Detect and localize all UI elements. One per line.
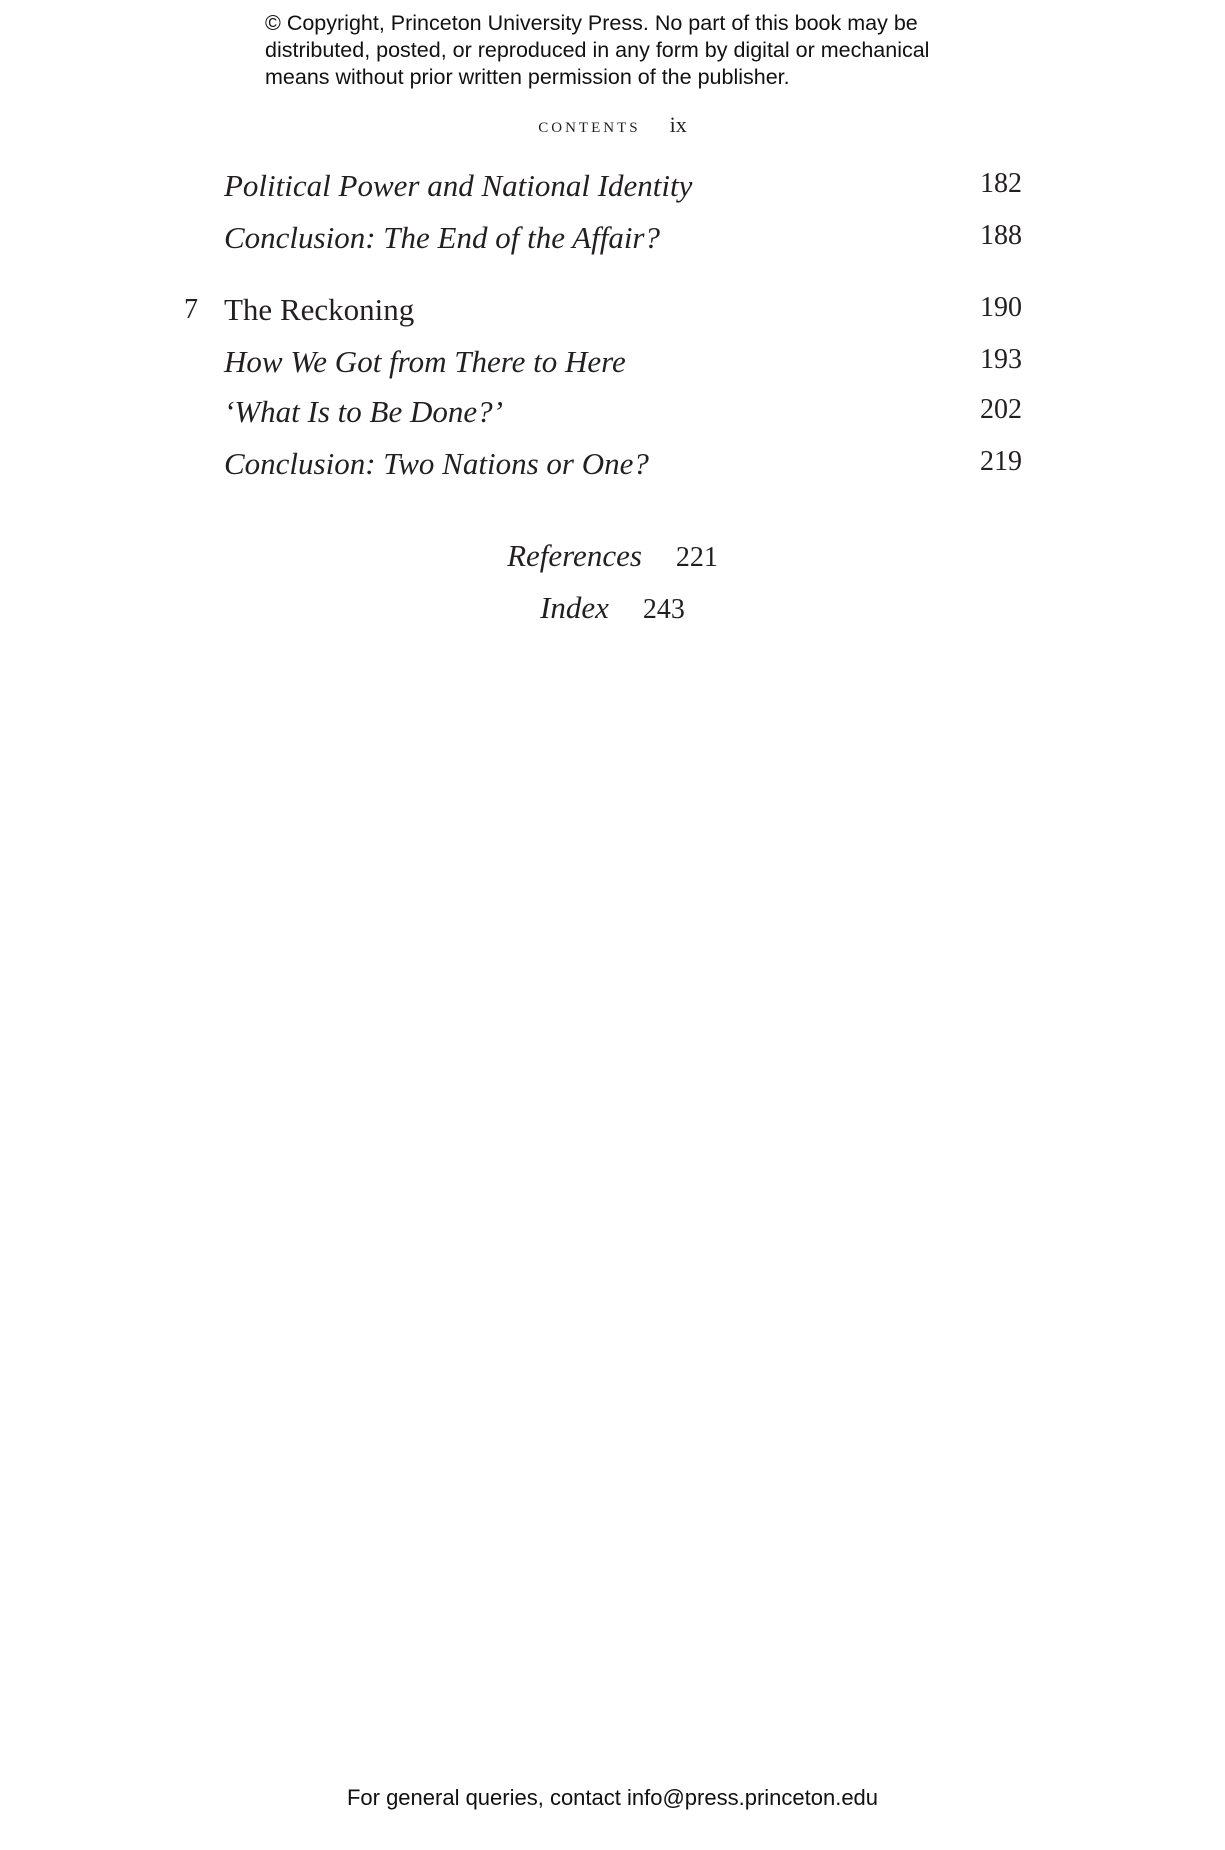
backmatter-entry-references [0,538,1225,574]
chapter-number: 7 [184,294,198,325]
running-head-label: contents [538,112,641,137]
copyright-line: © Copyright, Princeton University Press. No part of this book may be [265,11,918,35]
toc-entry-page: 193 [980,344,1022,375]
copyright-notice [265,10,1025,91]
toc-entry-page: 182 [980,168,1022,199]
backmatter-entry-index [0,590,1225,626]
toc-entry [0,394,1225,434]
toc-entry-page: 190 [980,292,1022,323]
toc-entry-title: ‘What Is to Be Done?’ [224,394,503,429]
toc-entry [0,446,1225,486]
page-number: ix [669,112,687,137]
backmatter-title: References [507,538,642,573]
footer-contact: For general queries, contact info@press.princeton.edu [346,1785,879,1810]
backmatter-page: 243 [642,594,685,625]
toc-entry-title: Political Power and National Identity [224,168,693,203]
backmatter-page: 221 [675,542,718,573]
toc-entry-page: 202 [980,394,1022,425]
copyright-line: distributed, posted, or reproduced in any form by digital or mechanical [265,38,930,62]
toc-entry [0,168,1225,208]
toc-entry [0,344,1225,384]
running-head [0,112,1225,138]
toc-entry-page: 188 [980,220,1022,251]
toc-entry-title: Conclusion: The End of the Affair? [224,220,660,255]
copyright-line: means without prior written permission of the publisher. [265,65,790,89]
chapter-title: The Reckoning [224,292,415,327]
toc-entry-title: How We Got from There to Here [224,344,626,379]
backmatter-title: Index [540,590,609,625]
toc-chapter-entry [0,292,1225,332]
toc-entry-title: Conclusion: Two Nations or One? [224,446,649,481]
toc-entry-page: 219 [980,446,1022,477]
toc-entry [0,220,1225,260]
